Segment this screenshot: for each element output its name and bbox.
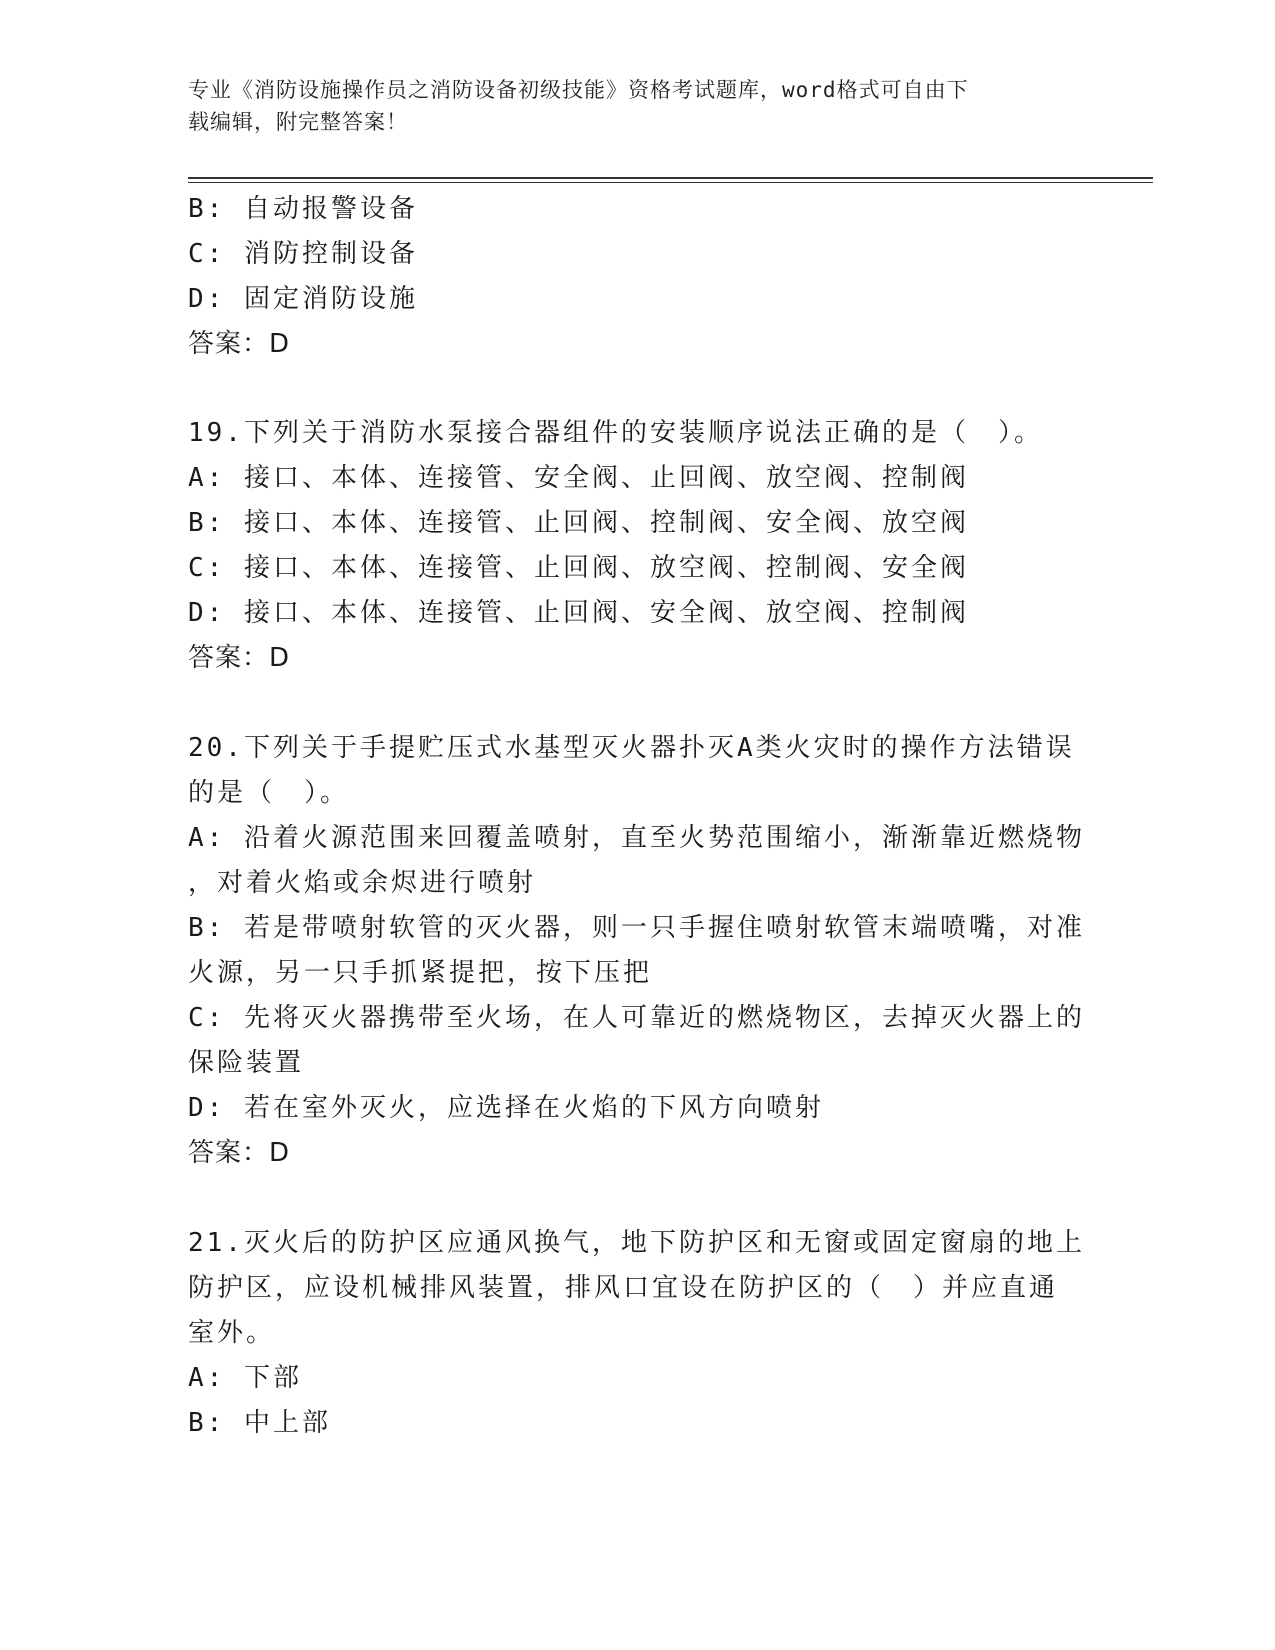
header-line-1: 专业《消防设施操作员之消防设备初级技能》资格考试题库，word格式可自由下 [188, 78, 969, 102]
q20-option-b-line-2: 火源，另一只手抓紧提把，按下压把 [188, 958, 653, 988]
q20-option-c-line-1: C: 先将灭火器携带至火场，在人可靠近的燃烧物区，去掉灭火器上的 [188, 1003, 1085, 1033]
q18-answer: 答案：D [188, 329, 291, 359]
q18-option-d: D: 固定消防设施 [188, 284, 418, 314]
header-rule-thick [188, 177, 1153, 179]
q19-stem: 19.下列关于消防水泵接合器组件的安装顺序说法正确的是（ ）。 [188, 418, 1043, 448]
q19-option-c: C: 接口、本体、连接管、止回阀、放空阀、控制阀、安全阀 [188, 553, 969, 583]
q19-option-b: B: 接口、本体、连接管、止回阀、控制阀、安全阀、放空阀 [188, 508, 969, 538]
q20-stem-line-2: 的是（ ）。 [188, 778, 350, 808]
q20-option-a-line-2: ，对着火焰或余烬进行喷射 [188, 868, 537, 898]
q21-stem-line-3: 室外。 [188, 1318, 276, 1348]
q20-option-c-line-2: 保险装置 [188, 1048, 305, 1078]
q20-stem-line-1: 20.下列关于手提贮压式水基型灭火器扑灭A类火灾时的操作方法错误 [188, 733, 1075, 763]
q19-option-d: D: 接口、本体、连接管、止回阀、安全阀、放空阀、控制阀 [188, 598, 969, 628]
header-rule-thin [188, 182, 1153, 183]
q21-option-b: B: 中上部 [188, 1408, 331, 1438]
q19-option-a: A: 接口、本体、连接管、安全阀、止回阀、放空阀、控制阀 [188, 463, 969, 493]
q20-answer: 答案：D [188, 1138, 291, 1168]
q21-option-a: A: 下部 [188, 1363, 302, 1393]
q20-option-d: D: 若在室外灭火，应选择在火焰的下风方向喷射 [188, 1093, 824, 1123]
q20-option-b-line-1: B: 若是带喷射软管的灭火器，则一只手握住喷射软管末端喷嘴，对准 [188, 913, 1085, 943]
q21-stem-line-1: 21.灭火后的防护区应通风换气，地下防护区和无窗或固定窗扇的地上 [188, 1228, 1085, 1258]
q18-option-b: B: 自动报警设备 [188, 194, 418, 224]
q21-stem-line-2: 防护区，应设机械排风装置，排风口宜设在防护区的（ ）并应直通 [188, 1273, 1059, 1303]
header-line-2: 载编辑，附完整答案！ [188, 110, 408, 134]
q20-option-a-line-1: A: 沿着火源范围来回覆盖喷射，直至火势范围缩小，渐渐靠近燃烧物 [188, 823, 1085, 853]
q18-option-c: C: 消防控制设备 [188, 239, 418, 269]
document-header [188, 74, 1088, 138]
q19-answer: 答案：D [188, 643, 291, 673]
